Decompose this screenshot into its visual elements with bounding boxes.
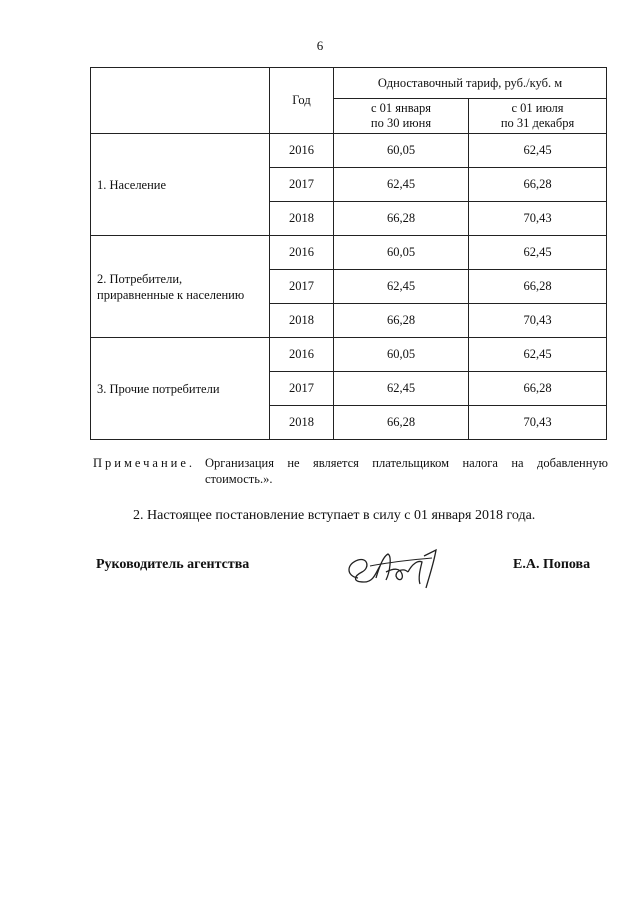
tariff-h1-cell: 62,45 bbox=[334, 168, 469, 202]
effective-date-clause: 2. Настоящее постановление вступает в силу с 01 января 2018 года. bbox=[133, 508, 536, 523]
table-row bbox=[91, 338, 607, 372]
tariff-h2-cell: 62,45 bbox=[469, 338, 607, 372]
page-number: 6 bbox=[316, 38, 324, 53]
group-label bbox=[91, 338, 270, 440]
header-period-a-line2: по 30 июня bbox=[370, 116, 432, 130]
tariff-h2-cell: 66,28 bbox=[469, 270, 607, 304]
table-row bbox=[91, 134, 607, 168]
group-label-line1: 1. Население bbox=[97, 177, 167, 192]
year-cell: 2016 bbox=[270, 236, 334, 270]
tariff-h2-cell: 70,43 bbox=[469, 406, 607, 440]
header-year: Год bbox=[270, 68, 334, 134]
note-text-line2: стоимость.». bbox=[205, 472, 273, 486]
header-empty-cell bbox=[91, 68, 270, 134]
header-period-a bbox=[334, 99, 469, 134]
tariff-h2-cell: 62,45 bbox=[469, 236, 607, 270]
group-label bbox=[91, 236, 270, 338]
group-label-line2: приравненные к населению bbox=[97, 287, 245, 302]
header-period-b-line2: по 31 декабря bbox=[500, 116, 575, 130]
tariff-h2-cell: 70,43 bbox=[469, 304, 607, 338]
tariff-h1-cell: 60,05 bbox=[334, 236, 469, 270]
year-cell: 2017 bbox=[270, 168, 334, 202]
header-tariff: Одноставочный тариф, руб./куб. м bbox=[334, 68, 607, 99]
year-cell: 2017 bbox=[270, 372, 334, 406]
tariff-h1-cell: 66,28 bbox=[334, 406, 469, 440]
year-cell: 2018 bbox=[270, 202, 334, 236]
year-cell: 2018 bbox=[270, 406, 334, 440]
year-cell: 2017 bbox=[270, 270, 334, 304]
signatory-name: Е.А. Попова bbox=[513, 557, 591, 572]
handwritten-signature bbox=[340, 542, 450, 592]
header-period-b bbox=[469, 99, 607, 134]
tariff-h1-cell: 66,28 bbox=[334, 304, 469, 338]
tariff-h2-cell: 66,28 bbox=[469, 168, 607, 202]
note-label: Примечание. bbox=[93, 456, 196, 470]
group-label bbox=[91, 134, 270, 236]
header-period-a-line1: с 01 января bbox=[370, 101, 432, 115]
table-row bbox=[91, 236, 607, 270]
year-cell: 2016 bbox=[270, 134, 334, 168]
tariff-table bbox=[90, 67, 607, 440]
group-label-line1: 3. Прочие потребители bbox=[97, 381, 220, 396]
tariff-h1-cell: 60,05 bbox=[334, 134, 469, 168]
tariff-h2-cell: 62,45 bbox=[469, 134, 607, 168]
tariff-h1-cell: 62,45 bbox=[334, 270, 469, 304]
signatory-role: Руководитель агентства bbox=[96, 557, 250, 572]
year-cell: 2018 bbox=[270, 304, 334, 338]
note-text-line1: Организация не является плательщиком налога на добавленную bbox=[205, 456, 608, 470]
year-cell: 2016 bbox=[270, 338, 334, 372]
tariff-h1-cell: 62,45 bbox=[334, 372, 469, 406]
group-label-line1: 2. Потребители, bbox=[97, 271, 183, 286]
tariff-h2-cell: 66,28 bbox=[469, 372, 607, 406]
header-period-b-line1: с 01 июля bbox=[511, 101, 564, 115]
tariff-h1-cell: 66,28 bbox=[334, 202, 469, 236]
tariff-h1-cell: 60,05 bbox=[334, 338, 469, 372]
tariff-h2-cell: 70,43 bbox=[469, 202, 607, 236]
